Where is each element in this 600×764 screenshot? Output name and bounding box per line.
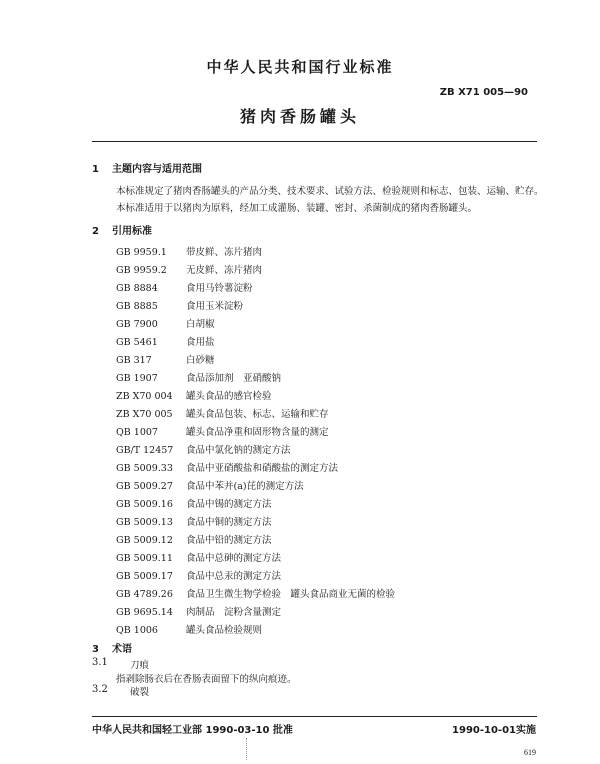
- section-1-heading: [92, 160, 202, 175]
- section-2-heading: [92, 222, 152, 237]
- reference-title: 食品添加剂 亚硝酸钠: [186, 373, 282, 384]
- reference-title: 食用玉米淀粉: [186, 301, 244, 312]
- reference-item: [116, 388, 272, 402]
- reference-code: GB 317: [116, 355, 152, 366]
- footer-divider: [92, 716, 537, 717]
- reference-code: GB 8884: [116, 283, 158, 294]
- reference-code: GB 1907: [116, 373, 158, 384]
- reference-code: GB 5009.12: [116, 535, 173, 546]
- header-divider: [92, 141, 537, 142]
- document-title: 猪肉香肠罐头: [239, 107, 360, 126]
- reference-title: 罐头食品净重和固形物含量的测定: [186, 427, 329, 438]
- reference-title: 食品中氯化钠的测定方法: [186, 445, 291, 456]
- reference-title: 食品中总砷的测定方法: [186, 553, 282, 564]
- reference-title: 罐头食品的感官检验: [186, 391, 272, 402]
- reference-code: GB 5009.27: [116, 481, 173, 492]
- reference-title: 食用盐: [186, 337, 215, 348]
- reference-title: 食品中总汞的测定方法: [186, 571, 282, 582]
- term-definition: 指剥除肠衣后在香肠表面留下的纵向痕迹。: [116, 674, 297, 685]
- reference-code: GB 5461: [116, 337, 158, 348]
- reference-title: 食品中苯并(a)芘的测定方法: [186, 481, 304, 492]
- section-1-paragraph: 本标准适用于以猪肉为原料，经加工成灌肠、装罐、密封、杀菌制成的猪肉香肠罐头。: [116, 203, 478, 214]
- reference-item: [116, 604, 281, 618]
- section-3-heading: [92, 640, 132, 655]
- reference-title: 无皮鲜、冻片猪肉: [186, 265, 263, 276]
- reference-code: GB 5009.17: [116, 571, 173, 582]
- page-number: 619: [524, 748, 536, 757]
- reference-code: GB 4789.26: [116, 589, 173, 600]
- reference-item: [116, 568, 281, 582]
- reference-item: [116, 622, 262, 636]
- section-title: 引用标准: [112, 226, 152, 237]
- reference-code: GB 5009.11: [116, 553, 173, 564]
- reference-item: [116, 298, 243, 312]
- reference-code: GB 5009.16: [116, 499, 173, 510]
- reference-code: QB 1007: [116, 427, 158, 438]
- section-number: 1: [92, 164, 99, 175]
- reference-code: GB 9959.2: [116, 265, 167, 276]
- reference-item: [116, 352, 215, 366]
- reference-code: GB 9695.14: [116, 607, 173, 618]
- reference-item: [116, 334, 215, 348]
- reference-code: GB 5009.33: [116, 463, 173, 474]
- reference-item: [116, 370, 281, 384]
- reference-item: [116, 316, 215, 330]
- reference-title: 白胡椒: [186, 319, 215, 330]
- reference-title: 罐头食品包装、标志、运输和贮存: [186, 409, 329, 420]
- reference-item: [116, 514, 272, 528]
- term-number: 3.2: [92, 684, 108, 695]
- reference-title: 带皮鲜、冻片猪肉: [186, 247, 263, 258]
- reference-item: [116, 280, 253, 294]
- reference-title: 食品中铜的测定方法: [186, 517, 272, 528]
- reference-code: GB 8885: [116, 301, 158, 312]
- section-title: 主题内容与适用范围: [112, 164, 202, 175]
- reference-title: 肉制品 淀粉含量测定: [186, 607, 282, 618]
- term-name: 刀痕: [130, 660, 150, 671]
- reference-code: ZB X70 004: [116, 391, 173, 402]
- reference-item: [116, 406, 329, 420]
- standard-type: 中华人民共和国行业标准: [206, 58, 394, 76]
- reference-item: [116, 532, 272, 546]
- reference-code: QB 1006: [116, 625, 158, 636]
- reference-code: GB 5009.13: [116, 517, 173, 528]
- reference-title: 食品中铅的测定方法: [186, 535, 272, 546]
- section-1-paragraph: 本标准规定了猪肉香肠罐头的产品分类、技术要求、试验方法、检验规则和标志、包装、运输、贮存。: [116, 186, 544, 197]
- reference-item: [116, 496, 272, 510]
- reference-code: ZB X70 005: [116, 409, 173, 420]
- section-number: 2: [92, 226, 99, 237]
- reference-title: 白砂糖: [186, 355, 215, 366]
- reference-title: 食品卫生微生物学检验 罐头食品商业无菌的检验: [186, 589, 396, 600]
- reference-code: GB 9959.1: [116, 247, 167, 258]
- reference-item: [116, 442, 291, 456]
- reference-item: [116, 262, 262, 276]
- reference-item: [116, 460, 338, 474]
- section-number: 3: [92, 644, 99, 655]
- reference-code: GB/T 12457: [116, 445, 174, 456]
- reference-item: [116, 244, 262, 258]
- reference-title: 食品中亚硝酸盐和硝酸盐的测定方法: [186, 463, 339, 474]
- reference-title: 食用马铃薯淀粉: [186, 283, 253, 294]
- reference-item: [116, 550, 281, 564]
- standard-code: ZB X71 005—90: [439, 87, 528, 98]
- reference-title: 食品中锡的测定方法: [186, 499, 272, 510]
- term-name: 破裂: [130, 687, 150, 698]
- reference-item: [116, 586, 395, 600]
- reference-item: [116, 478, 304, 492]
- section-title: 术语: [112, 644, 132, 655]
- binding-margin-mark: [246, 738, 247, 760]
- term-number: 3.1: [92, 657, 108, 668]
- reference-title: 罐头食品检验规则: [186, 625, 263, 636]
- effective-date: 1990-10-01实施: [452, 725, 536, 736]
- reference-code: GB 7900: [116, 319, 158, 330]
- approval-text: 中华人民共和国轻工业部 1990-03-10 批准: [92, 725, 293, 736]
- reference-item: [116, 424, 329, 438]
